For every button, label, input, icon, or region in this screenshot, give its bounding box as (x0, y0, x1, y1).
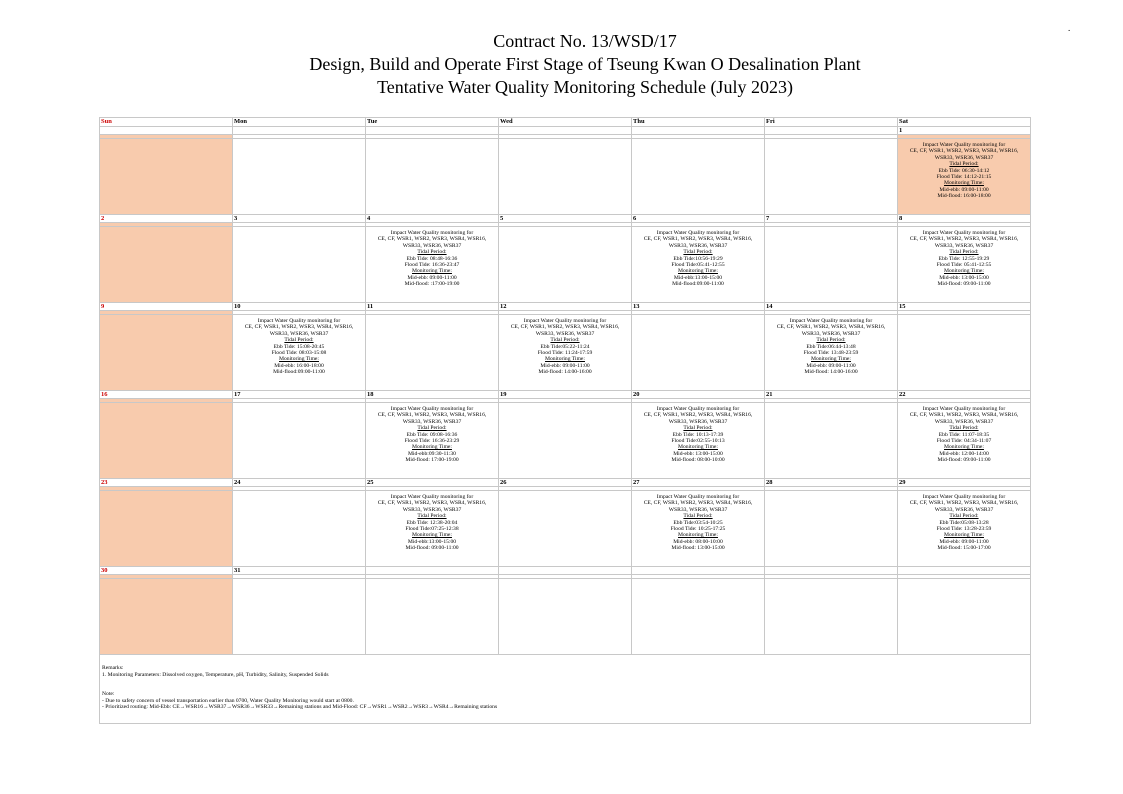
monitoring-time-label: Monitoring Time: (412, 532, 452, 539)
mid-flood-time: Mid-flood:09:00-11:00 (672, 281, 724, 288)
entry-stations: CE, CF, WSR1, WSR2, WSR3, WSR4, WSR16, (377, 412, 487, 419)
entry-heading: Impact Water Quality monitoring for (922, 230, 1006, 236)
day-cell (632, 139, 765, 215)
date-number (499, 567, 632, 575)
ebb-tide: Ebb Tide:03:54-10:25 (673, 519, 723, 526)
note-item: - Due to safety concern of vessel transportation earlier than 0700, Water Quality Monitoring would start at 0800. (102, 697, 354, 704)
entry-heading: Impact Water Quality monitoring for (789, 318, 873, 324)
entry-stations: CE, CF, WSR1, WSR2, WSR3, WSR4, WSR16, (377, 236, 487, 243)
weekday-fri: Fri (765, 118, 898, 127)
mid-ebb-time: Mid-ebb: 09:00-11:00 (407, 274, 457, 281)
mid-ebb-time: Mid-ebb:13:00-15:00 (673, 274, 723, 281)
date-number: 10 (233, 303, 366, 311)
mid-ebb-time: Mid-ebb: 13:00-15:00 (673, 450, 723, 457)
date-number-row (100, 303, 1031, 311)
mid-flood-time: Mid-flood: 14:00-16:00 (804, 369, 858, 376)
mid-flood-time: Mid-flood: 09:00-11:00 (405, 545, 459, 552)
day-cell (100, 403, 233, 479)
monitoring-time-label: Monitoring Time: (944, 268, 984, 275)
date-number (632, 127, 765, 135)
entry-stations: CE, CF, WSR1, WSR2, WSR3, WSR4, WSR16, (776, 324, 886, 331)
day-cell (233, 315, 366, 391)
date-number: 23 (100, 479, 233, 487)
date-number: 14 (765, 303, 898, 311)
day-cell (499, 403, 632, 479)
day-cell (100, 227, 233, 303)
monitoring-entry (898, 403, 1030, 464)
weekday-header-row (100, 118, 1031, 127)
entry-heading: Impact Water Quality monitoring for (922, 494, 1006, 500)
day-cell (898, 491, 1031, 567)
day-cell (233, 227, 366, 303)
entry-stations-cont: WSR33, WSR36, WSR37 (934, 154, 994, 161)
week-row (100, 491, 1031, 567)
mid-ebb-time: Mid-ebb:09:30-11:30 (408, 450, 456, 457)
note-item: - Prioritized routing: Mid-Ebb: CE→WSR16→WSR37→WSR36→WSR33→Remaining stations and Mid-Flood: CF→WSR1→WSR2→WSR3→WSR4→Remaining stations (102, 704, 498, 711)
entry-heading: Impact Water Quality monitoring for (390, 406, 474, 412)
monitoring-entry (898, 227, 1030, 288)
date-number: 7 (765, 215, 898, 223)
monitoring-time-label: Monitoring Time: (412, 268, 452, 275)
flood-tide: Flood Tide: 13:28-23:59 (936, 526, 992, 533)
day-cell (366, 491, 499, 567)
flood-tide: Flood Tide: 04:34-11:07 (936, 438, 992, 445)
monitoring-time-label: Monitoring Time: (279, 356, 319, 363)
entry-heading: Impact Water Quality monitoring for (390, 230, 474, 236)
weekday-thu: Thu (632, 118, 765, 127)
flood-tide: Flood Tide: 08:03-15:08 (271, 350, 327, 357)
monitoring-entry (233, 315, 365, 376)
mid-flood-time: Mid-flood: 14:00-16:00 (538, 369, 592, 376)
date-number-row (100, 127, 1031, 135)
date-number: 21 (765, 391, 898, 399)
day-cell (366, 139, 499, 215)
date-number (499, 127, 632, 135)
entry-heading: Impact Water Quality monitoring for (523, 318, 607, 324)
day-cell (632, 315, 765, 391)
week-row (100, 403, 1031, 479)
monitoring-entry (632, 491, 764, 552)
monitoring-entry (632, 403, 764, 464)
monitoring-calendar (99, 117, 1031, 724)
monitoring-time-label: Monitoring Time: (944, 180, 984, 187)
day-cell (765, 227, 898, 303)
week-row (100, 227, 1031, 303)
date-number: 2 (100, 215, 233, 223)
date-number: 27 (632, 479, 765, 487)
mid-ebb-time: Mid-ebb: 08:00-10:00 (673, 538, 723, 545)
flood-tide: Flood Tide:07:25-12:38 (405, 526, 459, 533)
date-number-row (100, 479, 1031, 487)
monitoring-time-label: Monitoring Time: (811, 356, 851, 363)
mid-flood-time: Mid-flood: :17:00-19:00 (404, 281, 460, 288)
day-cell (765, 315, 898, 391)
date-number: 31 (233, 567, 366, 575)
tidal-period-label: Tidal Period: (816, 337, 846, 344)
flood-tide: Flood Tide:02:55-10:13 (671, 438, 725, 445)
day-cell (765, 491, 898, 567)
mid-flood-time: Mid-flood: 09:00-11:00 (937, 457, 991, 464)
mid-ebb-time: Mid-ebb: 09:00-11:00 (806, 362, 856, 369)
date-number (366, 567, 499, 575)
tidal-period-label: Tidal Period: (284, 337, 314, 344)
day-cell (632, 227, 765, 303)
tidal-period-label: Tidal Period: (949, 513, 979, 520)
entry-stations-cont: WSR33, WSR36, WSR37 (535, 330, 595, 337)
entry-stations-cont: WSR33, WSR36, WSR37 (402, 242, 462, 249)
ebb-tide: Ebb Tide: 15:08-20:45 (273, 343, 325, 350)
remarks-title: Remarks: (102, 665, 124, 671)
entry-stations: CE, CF, WSR1, WSR2, WSR3, WSR4, WSR16, (377, 500, 487, 507)
weekday-mon: Mon (233, 118, 366, 127)
weekday-tue: Tue (366, 118, 499, 127)
remarks-row (100, 655, 1031, 724)
ebb-tide: Ebb Tide:10:56-19:29 (673, 255, 723, 262)
entry-stations-cont: WSR33, WSR36, WSR37 (934, 242, 994, 249)
date-number (366, 127, 499, 135)
entry-stations: CE, CF, WSR1, WSR2, WSR3, WSR4, WSR16, (643, 236, 753, 243)
entry-stations: CE, CF, WSR1, WSR2, WSR3, WSR4, WSR16, (643, 412, 753, 419)
monitoring-time-label: Monitoring Time: (412, 444, 452, 451)
mid-ebb-time: Mid-ebb: 09:00-11:00 (939, 538, 989, 545)
entry-stations: CE, CF, WSR1, WSR2, WSR3, WSR4, WSR16, (643, 500, 753, 507)
day-cell (499, 227, 632, 303)
date-number (100, 127, 233, 135)
remarks-block (100, 655, 1030, 711)
monitoring-time-label: Monitoring Time: (545, 356, 585, 363)
flood-tide: Flood Tide: 16:36-23:29 (404, 438, 460, 445)
date-number (898, 567, 1031, 575)
entry-heading: Impact Water Quality monitoring for (922, 406, 1006, 412)
date-number: 29 (898, 479, 1031, 487)
tidal-period-label: Tidal Period: (550, 337, 580, 344)
day-cell (366, 315, 499, 391)
tidal-period-label: Tidal Period: (683, 249, 713, 256)
tidal-period-label: Tidal Period: (417, 513, 447, 520)
entry-stations: CE, CF, WSR1, WSR2, WSR3, WSR4, WSR16, (909, 412, 1019, 419)
day-cell (100, 491, 233, 567)
mid-flood-time: Mid-flood: 16:00-18:00 (937, 193, 991, 200)
date-number: 30 (100, 567, 233, 575)
monitoring-time-label: Monitoring Time: (678, 444, 718, 451)
date-number: 28 (765, 479, 898, 487)
entry-heading: Impact Water Quality monitoring for (656, 406, 740, 412)
day-cell (366, 227, 499, 303)
mid-flood-time: Mid-flood: 17:00-19:00 (405, 457, 459, 464)
date-number (632, 567, 765, 575)
date-number: 9 (100, 303, 233, 311)
mid-flood-time: Mid-flood: 15:00-17:00 (937, 545, 991, 552)
mid-flood-time: Mid-flood:09:00-11:00 (273, 369, 325, 376)
flood-tide: Flood Tide: 16:36-23:47 (404, 262, 460, 269)
day-cell (233, 139, 366, 215)
monitoring-entry (499, 315, 631, 376)
schedule-title: Tentative Water Quality Monitoring Schedule (July 2023) (377, 77, 793, 97)
entry-heading: Impact Water Quality monitoring for (922, 142, 1006, 148)
date-number: 11 (366, 303, 499, 311)
day-cell (898, 227, 1031, 303)
mid-ebb-time: Mid-ebb: 12:00-14:00 (939, 450, 989, 457)
entry-stations-cont: WSR33, WSR36, WSR37 (934, 418, 994, 425)
mid-flood-time: Mid-flood: 13:00-15:00 (671, 545, 725, 552)
entry-stations: CE, CF, WSR1, WSR2, WSR3, WSR4, WSR16, (909, 236, 1019, 243)
mid-ebb-time: Mid-ebb: 09:00-11:00 (939, 186, 989, 193)
entry-stations: CE, CF, WSR1, WSR2, WSR3, WSR4, WSR16, (909, 500, 1019, 507)
day-cell (100, 139, 233, 215)
tidal-period-label: Tidal Period: (949, 425, 979, 432)
date-number: 15 (898, 303, 1031, 311)
flood-tide: Flood Tide: 13:48-23:59 (803, 350, 859, 357)
date-number: 20 (632, 391, 765, 399)
ebb-tide: Ebb Tide: 09:08-16:36 (406, 431, 458, 438)
mid-flood-time: Mid-flood: 08:00-10:00 (671, 457, 725, 464)
tidal-period-label: Tidal Period: (683, 513, 713, 520)
day-cell (898, 403, 1031, 479)
day-cell (100, 579, 233, 655)
date-number: 18 (366, 391, 499, 399)
weekday-sun: Sun (100, 118, 233, 127)
day-cell (366, 403, 499, 479)
ebb-tide: Ebb Tide: 12:38-20:04 (406, 519, 458, 526)
entry-heading: Impact Water Quality monitoring for (390, 494, 474, 500)
entry-stations-cont: WSR33, WSR36, WSR37 (668, 242, 728, 249)
week-row (100, 315, 1031, 391)
date-number: 13 (632, 303, 765, 311)
flood-tide: Flood Tide: 10:25-17:25 (670, 526, 726, 533)
page-title (0, 30, 1123, 99)
entry-stations: CE, CF, WSR1, WSR2, WSR3, WSR4, WSR16, (244, 324, 354, 331)
day-cell (233, 491, 366, 567)
day-cell (499, 315, 632, 391)
day-cell (632, 491, 765, 567)
day-cell (898, 315, 1031, 391)
day-cell (499, 139, 632, 215)
mid-ebb-time: Mid-ebb: 13:00-15:00 (939, 274, 989, 281)
date-number: 24 (233, 479, 366, 487)
date-number (233, 127, 366, 135)
day-cell (233, 579, 366, 655)
remarks-cell (100, 655, 1031, 724)
date-number: 19 (499, 391, 632, 399)
note-title: Note: (102, 691, 115, 698)
date-number-row (100, 391, 1031, 399)
entry-heading: Impact Water Quality monitoring for (257, 318, 341, 324)
day-cell (233, 403, 366, 479)
day-cell (632, 403, 765, 479)
ebb-tide: Ebb Tide: 11:07-18:35 (938, 431, 990, 438)
corner-mark: . (1068, 23, 1071, 33)
day-cell (100, 315, 233, 391)
mid-flood-time: Mid-flood: 09:00-11:00 (937, 281, 991, 288)
date-number: 16 (100, 391, 233, 399)
mid-ebb-time: Mid-ebb: 09:00-11:00 (540, 362, 590, 369)
date-number: 22 (898, 391, 1031, 399)
monitoring-entry (632, 227, 764, 288)
monitoring-entry (898, 491, 1030, 552)
entry-stations: CE, CF, WSR1, WSR2, WSR3, WSR4, WSR16, (909, 148, 1019, 155)
tidal-period-label: Tidal Period: (417, 249, 447, 256)
flood-tide: Flood Tide:05:41-12:55 (671, 262, 725, 269)
monitoring-entry (366, 491, 498, 552)
contract-number: Contract No. 13/WSD/17 (493, 31, 677, 51)
tidal-period-label: Tidal Period: (683, 425, 713, 432)
ebb-tide: Ebb Tide: 12:55-19:29 (938, 255, 990, 262)
entry-stations-cont: WSR33, WSR36, WSR37 (668, 418, 728, 425)
entry-stations-cont: WSR33, WSR36, WSR37 (934, 506, 994, 513)
monitoring-time-label: Monitoring Time: (944, 444, 984, 451)
entry-stations-cont: WSR33, WSR36, WSR37 (668, 506, 728, 513)
date-number (765, 127, 898, 135)
mid-ebb-time: Mid-ebb: 16:00-18:00 (274, 362, 324, 369)
date-number: 1 (898, 127, 1031, 135)
tidal-period-label: Tidal Period: (949, 249, 979, 256)
monitoring-entry (366, 403, 498, 464)
tidal-period-label: Tidal Period: (417, 425, 447, 432)
day-cell (765, 403, 898, 479)
mid-ebb-time: Mid-ebb:13:00-15:00 (407, 538, 457, 545)
monitoring-entry (765, 315, 897, 376)
day-cell (765, 579, 898, 655)
monitoring-entry (898, 139, 1030, 200)
entry-stations-cont: WSR33, WSR36, WSR37 (402, 418, 462, 425)
day-cell (898, 139, 1031, 215)
date-number-row (100, 215, 1031, 223)
entry-stations: CE, CF, WSR1, WSR2, WSR3, WSR4, WSR16, (510, 324, 620, 331)
day-cell (632, 579, 765, 655)
date-number: 26 (499, 479, 632, 487)
entry-stations-cont: WSR33, WSR36, WSR37 (402, 506, 462, 513)
flood-tide: Flood Tide: 14:12-21:15 (936, 174, 992, 181)
day-cell (366, 579, 499, 655)
monitoring-time-label: Monitoring Time: (678, 268, 718, 275)
date-number: 4 (366, 215, 499, 223)
entry-stations-cont: WSR33, WSR36, WSR37 (801, 330, 861, 337)
tidal-period-label: Tidal Period: (949, 161, 979, 168)
week-row (100, 579, 1031, 655)
date-number: 8 (898, 215, 1031, 223)
ebb-tide: Ebb Tide:05:22-11:24 (540, 343, 590, 350)
ebb-tide: Ebb Tide: 08:48-16:36 (406, 255, 458, 262)
date-number: 25 (366, 479, 499, 487)
flood-tide: Flood Tide: 11:24-17:59 (537, 350, 593, 357)
date-number (765, 567, 898, 575)
monitoring-entry (366, 227, 498, 288)
project-name: Design, Build and Operate First Stage of Tseung Kwan O Desalination Plant (309, 54, 861, 74)
date-number: 5 (499, 215, 632, 223)
remarks-item: 1. Monitoring Parameters: Dissolved oxygen, Temperature, pH, Turbidity, Salinity, Suspended Solids (102, 671, 329, 678)
weekday-sat: Sat (898, 118, 1031, 127)
monitoring-time-label: Monitoring Time: (944, 532, 984, 539)
ebb-tide: Ebb Tide:06:44-13:48 (806, 343, 856, 350)
entry-stations-cont: WSR33, WSR36, WSR37 (269, 330, 329, 337)
weekday-wed: Wed (499, 118, 632, 127)
date-number-row (100, 567, 1031, 575)
day-cell (499, 579, 632, 655)
week-row (100, 139, 1031, 215)
monitoring-time-label: Monitoring Time: (678, 532, 718, 539)
ebb-tide: Ebb Tide:05:08-13:28 (939, 519, 989, 526)
date-number: 12 (499, 303, 632, 311)
day-cell (898, 579, 1031, 655)
day-cell (765, 139, 898, 215)
remarks-gap (102, 678, 1028, 691)
entry-heading: Impact Water Quality monitoring for (656, 494, 740, 500)
ebb-tide: Ebb Tide: 06:30-14:12 (938, 167, 990, 174)
date-number: 3 (233, 215, 366, 223)
ebb-tide: Ebb Tide: 10:13-17:39 (672, 431, 724, 438)
day-cell (499, 491, 632, 567)
entry-heading: Impact Water Quality monitoring for (656, 230, 740, 236)
flood-tide: Flood Tide: 05:41-12:55 (936, 262, 992, 269)
date-number: 17 (233, 391, 366, 399)
date-number: 6 (632, 215, 765, 223)
